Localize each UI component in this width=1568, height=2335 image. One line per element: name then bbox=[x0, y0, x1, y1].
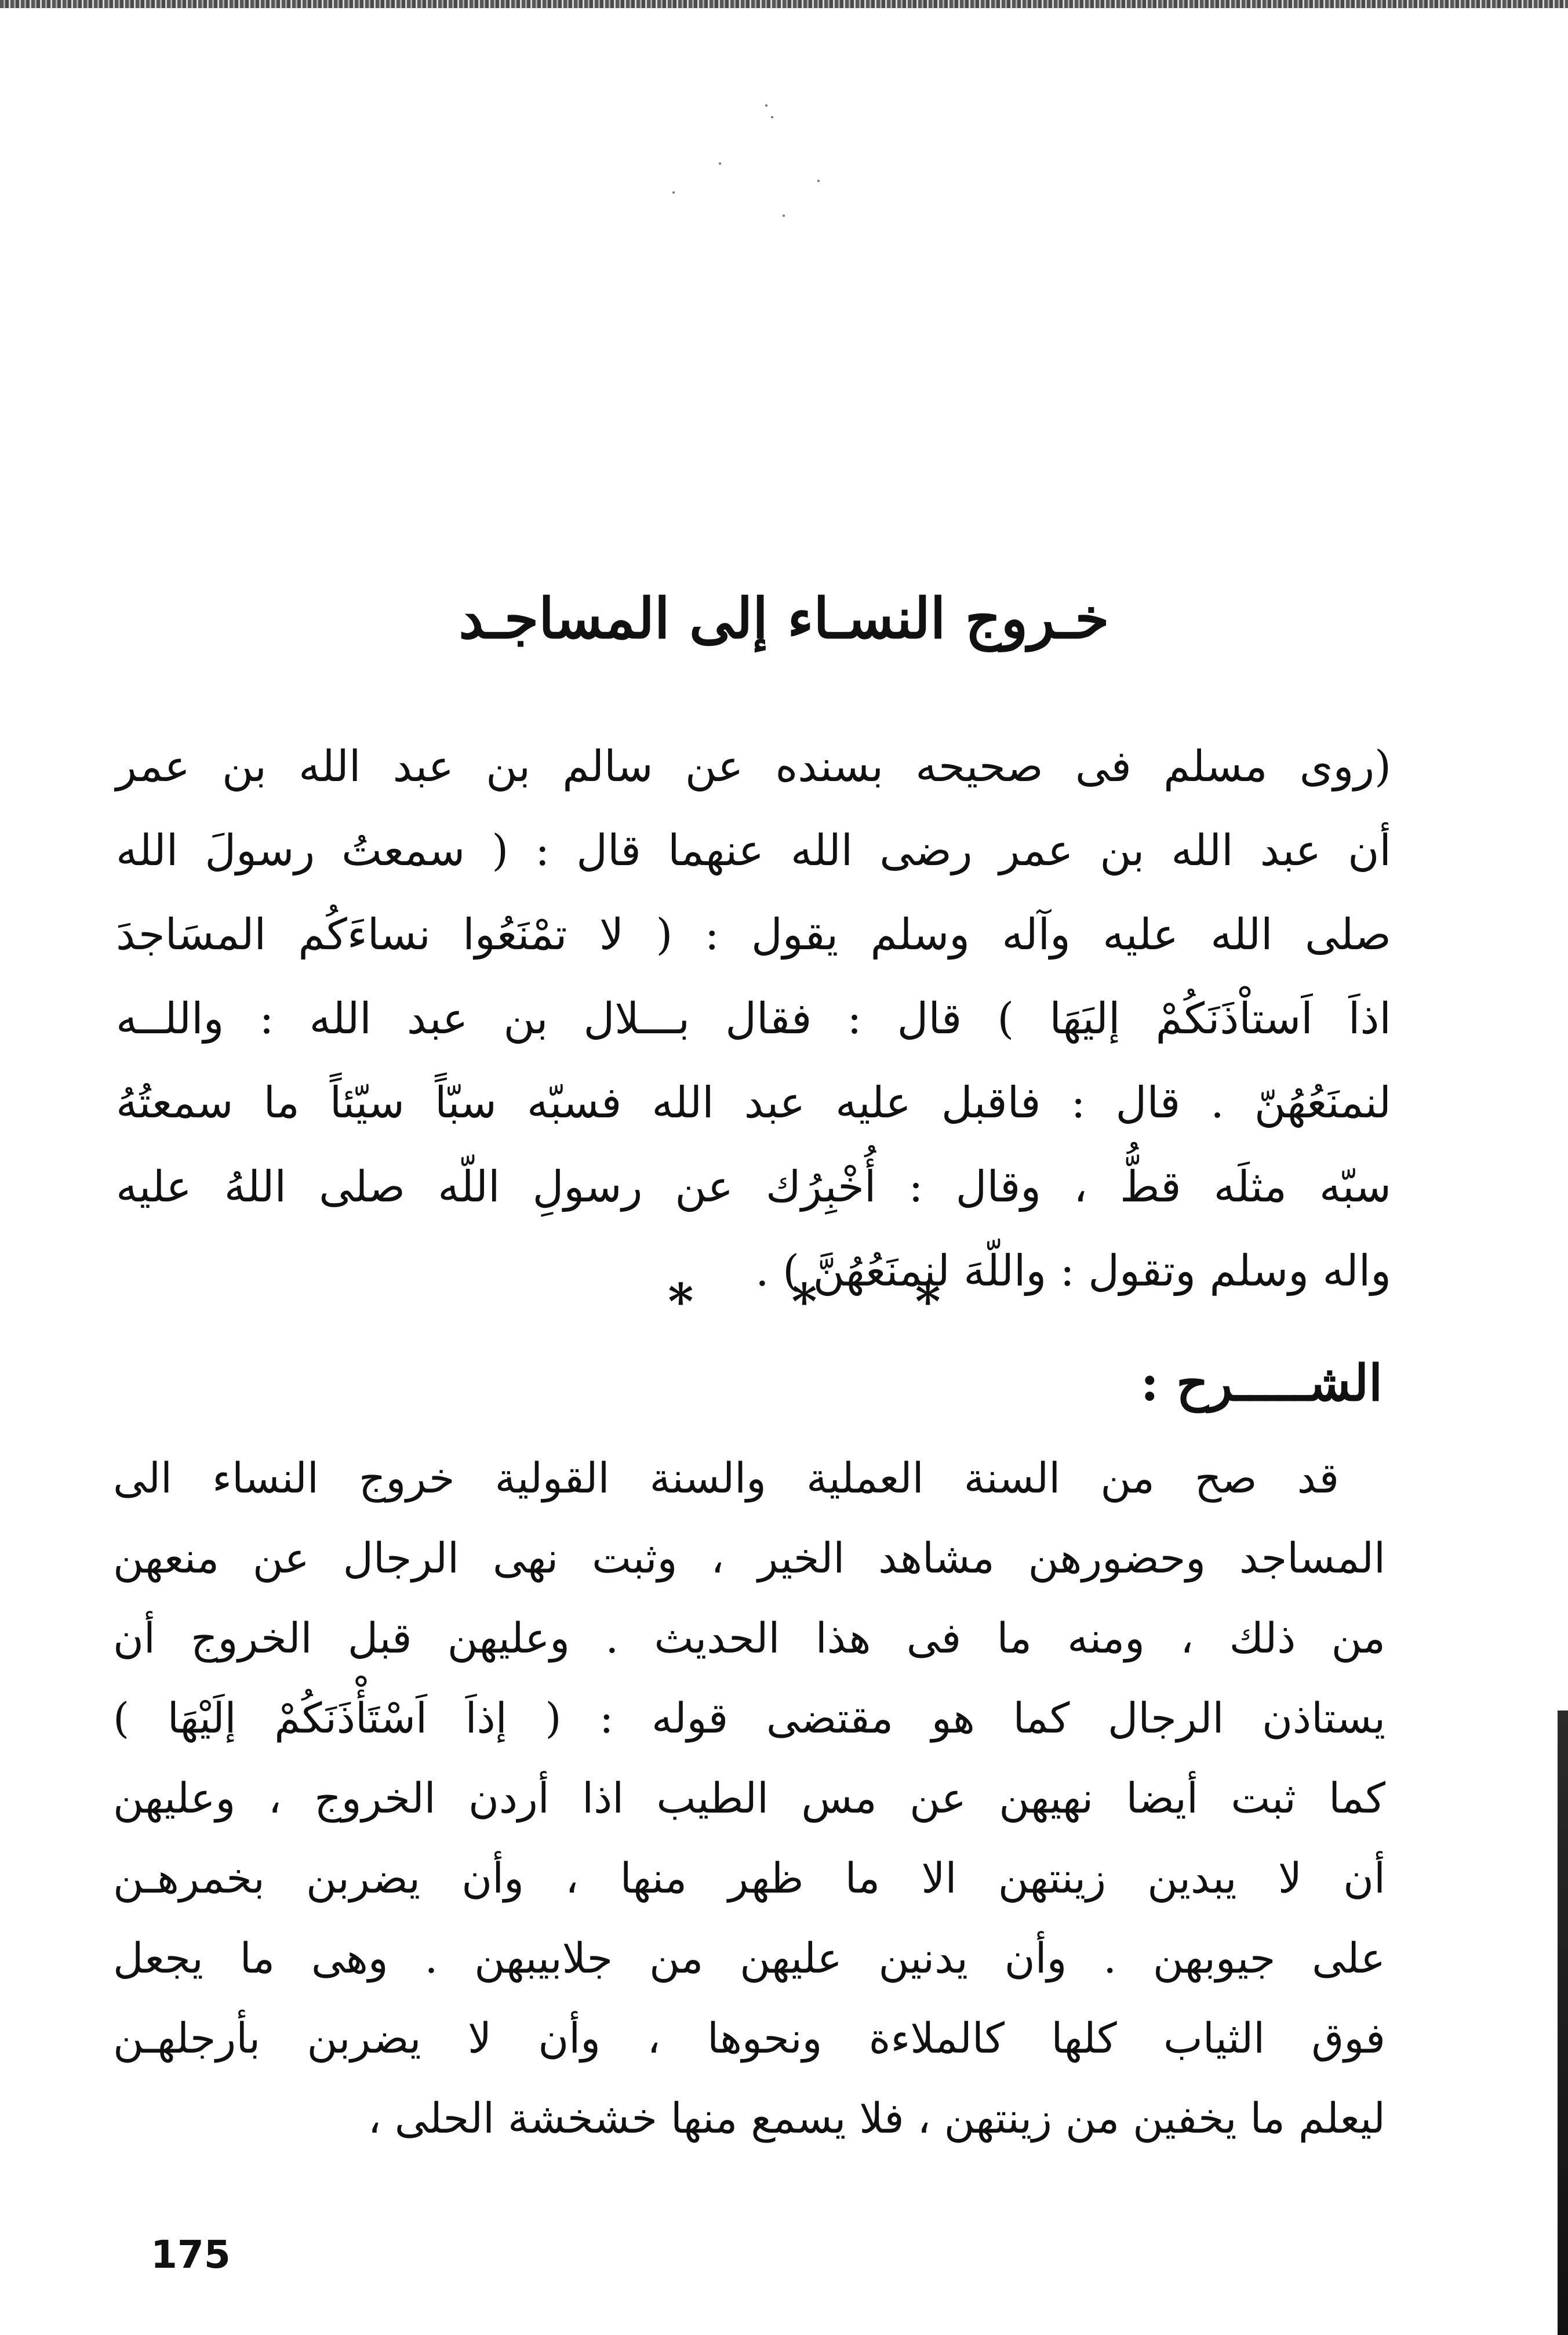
hadith-line: أن عبد الله بن عمر رضى الله عنهما قال : ( سمعتُ رسولَ الله bbox=[116, 826, 1391, 876]
sharh-line: من ذلك ، ومنه ما فى هذا الحديث . وعليهن قبل الخروج أن bbox=[113, 1614, 1385, 1662]
speck bbox=[719, 162, 721, 165]
sharh-line: فوق الثياب كلها كالملاءة ونحوها ، وأن لا يضربن بأرجلهـن bbox=[113, 2014, 1385, 2062]
hadith-text bbox=[116, 725, 1391, 1313]
speck bbox=[817, 180, 820, 182]
scan-specks bbox=[609, 93, 898, 267]
sharh-text bbox=[113, 1438, 1385, 2158]
page-number: 175 bbox=[151, 2232, 231, 2277]
sharh-line: على جيوبهن . وأن يدنين عليهن من جلابيبهن . وهى ما يجعل bbox=[113, 1934, 1385, 1982]
sharh-line: ليعلم ما يخفين من زينتهن ، فلا يسمع منها خشخشة الحلى ، bbox=[368, 2094, 1385, 2142]
page-title: خـروج النسـاء إلى المساجـد bbox=[459, 586, 1109, 651]
hadith-line: سبّه مثلَه قطُّ ، وقال : أُخْبِرُك عن رسولِ اللّه صلى اللهُ عليه bbox=[116, 1162, 1391, 1212]
speck bbox=[672, 191, 675, 194]
sharh-heading: الشـــــرح : bbox=[1140, 1354, 1383, 1412]
speck bbox=[771, 116, 773, 118]
scan-edge-top bbox=[0, 0, 1568, 8]
sharh-line: قد صح من السنة العملية والسنة القولية خروج النساء الى bbox=[113, 1454, 1339, 1502]
hadith-line: صلى الله عليه وآله وسلم يقول : ( لا تمْنَعُوا نساءَكُم المسَاجدَ bbox=[116, 910, 1391, 960]
speck bbox=[765, 104, 767, 107]
hadith-line: واله وسلم وتقول : واللّهَ لنمنَعُهُنَّ ) . bbox=[755, 1246, 1391, 1296]
sharh-line: المساجد وحضورهن مشاهد الخير ، وثبت نهى الرجال عن منعهن bbox=[113, 1534, 1385, 1582]
hadith-line: اذاَ اَستاْذَنَكُمْ إليَهَا ) قال : فقال بـــلال بن عبد الله : واللــه bbox=[116, 994, 1391, 1044]
hadith-line: لنمنَعُهُنّ . قال : فاقبل عليه عبد الله فسبّه سبّاً سيّئاً ما سمعتُهُ bbox=[116, 1078, 1391, 1128]
hadith-line: (روى مسلم فى صحيحه بسنده عن سالم بن عبد الله بن عمر bbox=[116, 742, 1391, 791]
scan-edge-right bbox=[1558, 1711, 1568, 2335]
sharh-line: كما ثبت أيضا نهيهن عن مس الطيب اذا أردن الخروج ، وعليهن bbox=[113, 1774, 1385, 1822]
sharh-line: يستاذن الرجال كما هو مقتضى قوله : ( إذاَ اَسْتَأْذَنَكُمْ إلَيْهَا ) bbox=[113, 1694, 1385, 1742]
section-separator: * * * bbox=[668, 1273, 981, 1330]
sharh-line: أن لا يبدين زينتهن الا ما ظهر منها ، وأن يضربن بخمرهـن bbox=[113, 1854, 1385, 1902]
speck bbox=[783, 215, 785, 217]
